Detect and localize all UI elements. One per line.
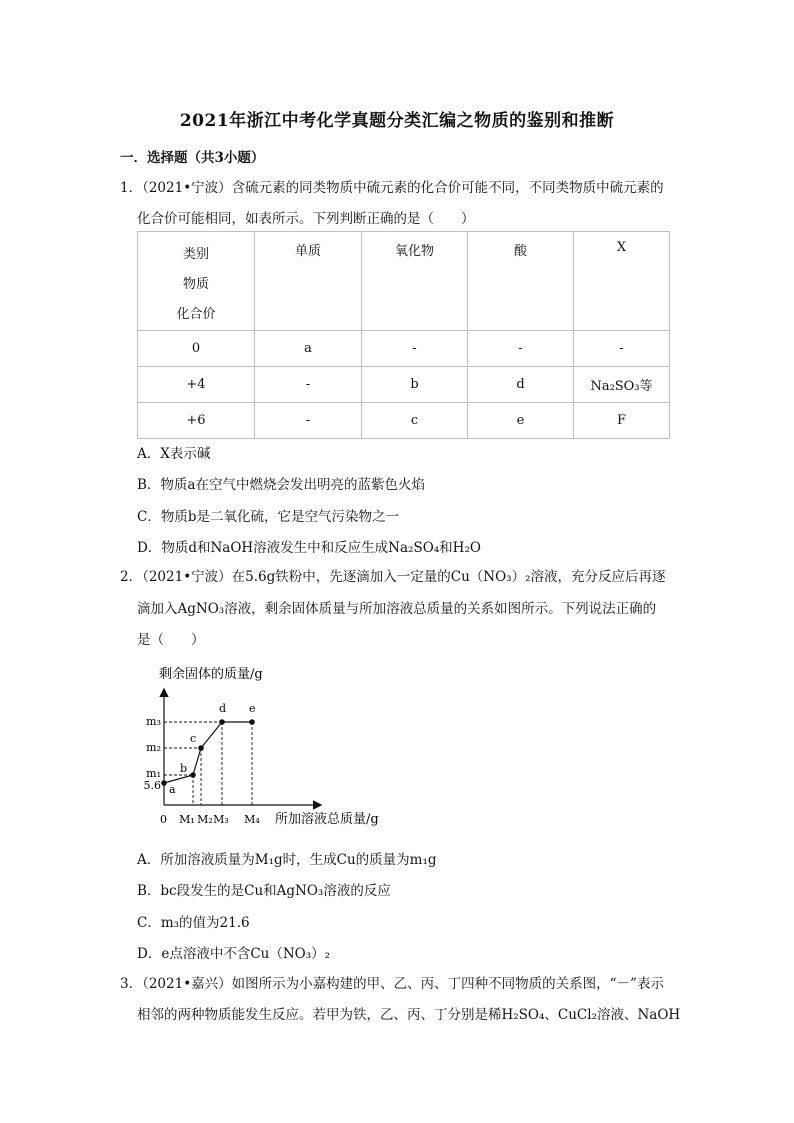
table-cell: e <box>468 403 574 439</box>
q2-text-line-1: 2．（2021•宁波）在5.6g铁粉中，先逐滴加入一定量的Cu（NO₃）₂溶液，充分反应后再逐 <box>120 569 666 585</box>
point-label-e: e <box>249 702 256 715</box>
y-tick-label: m₃ <box>146 715 161 728</box>
table-cell: b <box>362 367 468 403</box>
section-heading: 一．选择题（共3小题） <box>120 150 265 166</box>
data-point-c <box>198 745 204 751</box>
table-header-corner <box>138 232 255 331</box>
q2-option-d[interactable]: D．e点溶液中不含Cu（NO₃）₂ <box>137 946 331 962</box>
valence-cell: +6 <box>138 403 255 439</box>
point-label-c: c <box>190 732 197 745</box>
q3-text-line-1: 3．（2021•嘉兴）如图所示为小嘉构建的甲、乙、丙、丁四种不同物质的关系图，“－”表示 <box>120 976 664 992</box>
table-cell: d <box>468 367 574 403</box>
column-header-element: 单质 <box>255 232 362 331</box>
x-tick-label: M₃ <box>213 813 229 826</box>
valence-cell: +4 <box>138 367 255 403</box>
valence-cell: 0 <box>138 331 255 367</box>
point-label-a: a <box>169 783 176 796</box>
q1-option-d[interactable]: D．物质d和NaOH溶液发生中和反应生成Na₂SO₄和H₂O <box>137 540 481 556</box>
column-header-acid: 酸 <box>468 232 574 331</box>
data-point-e <box>249 719 255 725</box>
table-cell: c <box>362 403 468 439</box>
x-tick-label: M₂ <box>197 813 213 826</box>
data-point-a <box>161 780 167 786</box>
table-cell: - <box>255 403 362 439</box>
q3-text-line-2: 相邻的两种物质能发生反应。若甲为铁，乙、丙、丁分别是稀H₂SO₄、CuCl₂溶液、NaOH <box>137 1007 681 1023</box>
sulfur-valence-table <box>137 231 670 439</box>
corner-label-substance: 物质 <box>182 277 209 292</box>
y-tick-label: m₂ <box>146 741 161 754</box>
q1-text-line-2: 化合价可能相同，如表所示。下列判断正确的是（ ） <box>137 211 475 227</box>
point-label-b: b <box>180 762 188 775</box>
document-title: 2021年浙江中考化学真题分类汇编之物质的鉴别和推断 <box>179 111 615 131</box>
table-cell: - <box>468 331 574 367</box>
table-cell: Na₂SO₃等 <box>574 367 670 403</box>
q2-option-a[interactable]: A．所加溶液质量为M₁g时，生成Cu的质量为m₁g <box>137 852 437 868</box>
column-header-oxide: 氧化物 <box>362 232 468 331</box>
data-point-b <box>190 772 196 778</box>
table-row <box>138 367 670 403</box>
y-axis-label: 剩余固体的质量/g <box>159 667 263 682</box>
q1-option-b[interactable]: B．物质a在空气中燃烧会发出明亮的蓝紫色火焰 <box>137 477 425 493</box>
dashed-guides <box>164 722 252 805</box>
q2-option-b[interactable]: B．bc段发生的是Cu和AgNO₃溶液的反应 <box>137 883 391 899</box>
data-point-d <box>219 719 225 725</box>
data-line <box>164 722 252 783</box>
column-header-x: X <box>574 232 670 331</box>
q2-text-line-3: 是（ ） <box>137 632 205 648</box>
data-points <box>144 702 261 826</box>
x-axis-label: 所加溶液总质量/g <box>275 812 379 827</box>
table-cell: a <box>255 331 362 367</box>
q1-option-c[interactable]: C．物质b是二氧化硫，它是空气污染物之一 <box>137 509 399 525</box>
q1-option-a[interactable]: A．X表示碱 <box>137 446 211 462</box>
corner-label-category: 类别 <box>182 247 209 262</box>
table-cell: - <box>255 367 362 403</box>
table-cell: F <box>574 403 670 439</box>
table-row <box>138 403 670 439</box>
table-cell: - <box>574 331 670 367</box>
mass-vs-solution-graph <box>135 660 405 835</box>
point-label-d: d <box>219 702 227 715</box>
x-tick-label: M₁ <box>179 813 195 826</box>
x-tick-label: M₄ <box>244 813 260 826</box>
corner-label-valence: 化合价 <box>176 307 216 322</box>
q1-text-line-1: 1．（2021•宁波）含硫元素的同类物质中硫元素的化合价可能不同，不同类物质中硫元素的 <box>120 180 664 196</box>
origin-label: 0 <box>160 813 167 826</box>
q2-option-c[interactable]: C．m₃的值为21.6 <box>137 915 250 931</box>
table-row <box>138 331 670 367</box>
q2-text-line-2: 滴加入AgNO₃溶液，剩余固体质量与所加溶液总质量的关系如图所示。下列说法正确的 <box>137 601 657 617</box>
table-cell: - <box>362 331 468 367</box>
y-tick-label: m₁ <box>146 767 161 780</box>
y-tick-label: 5.6 <box>143 779 161 792</box>
